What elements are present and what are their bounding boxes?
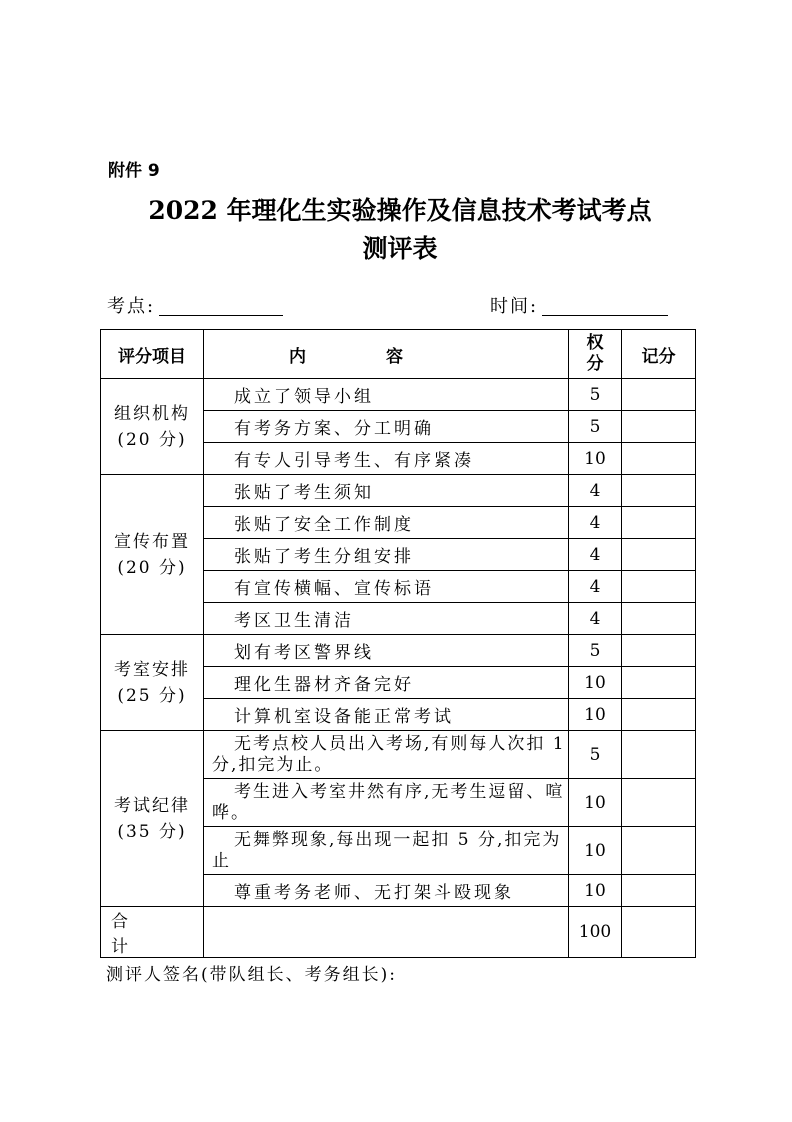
content-cell: 张贴了安全工作制度 <box>204 507 569 539</box>
score-cell[interactable] <box>622 411 696 443</box>
weight-cell: 4 <box>569 507 622 539</box>
content-cell: 尊重考务老师、无打架斗殴现象 <box>204 875 569 907</box>
score-cell[interactable] <box>622 699 696 731</box>
score-cell[interactable] <box>622 603 696 635</box>
category-points: (35 分) <box>117 821 187 842</box>
score-cell[interactable] <box>622 539 696 571</box>
weight-cell: 4 <box>569 603 622 635</box>
table-row <box>101 731 696 779</box>
time-blank-line[interactable] <box>542 295 668 316</box>
table-row <box>101 475 696 507</box>
score-cell[interactable] <box>622 379 696 411</box>
time-label: 时间: <box>490 296 539 317</box>
content-cell: 有专人引导考生、有序紧凑 <box>204 443 569 475</box>
header-content-text: 内容 <box>289 346 483 367</box>
page-title-line2: 测评表 <box>362 234 438 263</box>
page-title: 2022 年理化生实验操作及信息技术考试考点 <box>148 196 652 225</box>
content-cell: 考区卫生清洁 <box>204 603 569 635</box>
content-cell: 划有考区警界线 <box>204 635 569 667</box>
score-cell[interactable] <box>622 827 696 875</box>
header-weight <box>569 330 622 379</box>
score-cell[interactable] <box>622 875 696 907</box>
content-cell: 张贴了考生须知 <box>204 475 569 507</box>
category-cell <box>101 475 204 635</box>
category-cell <box>101 379 204 475</box>
weight-cell: 4 <box>569 539 622 571</box>
evaluation-table <box>100 329 696 958</box>
table-row <box>101 379 696 411</box>
weight-cell: 10 <box>569 443 622 475</box>
content-cell: 无舞弊现象,每出现一起扣 5 分,扣完为止 <box>204 827 569 875</box>
time-field <box>490 292 668 318</box>
category-cell <box>101 731 204 907</box>
score-cell[interactable] <box>622 475 696 507</box>
content-cell: 考生进入考室井然有序,无考生逗留、喧哗。 <box>204 779 569 827</box>
content-cell: 有宣传横幅、宣传标语 <box>204 571 569 603</box>
weight-cell: 4 <box>569 571 622 603</box>
category-name: 组织机构 <box>114 403 190 424</box>
weight-cell: 5 <box>569 635 622 667</box>
category-name: 考试纪律 <box>114 795 190 816</box>
score-cell[interactable] <box>622 731 696 779</box>
table-header-row <box>101 330 696 379</box>
category-name: 考室安排 <box>114 659 190 680</box>
content-cell: 有考务方案、分工明确 <box>204 411 569 443</box>
score-cell[interactable] <box>622 635 696 667</box>
score-cell[interactable] <box>622 779 696 827</box>
weight-cell: 10 <box>569 667 622 699</box>
category-points: (20 分) <box>117 429 187 450</box>
content-cell: 计算机室设备能正常考试 <box>204 699 569 731</box>
header-score: 记分 <box>622 330 696 379</box>
table-row <box>101 635 696 667</box>
content-cell: 张贴了考生分组安排 <box>204 539 569 571</box>
category-cell <box>101 635 204 731</box>
weight-cell: 10 <box>569 827 622 875</box>
attachment-label: 附件 9 <box>108 161 160 181</box>
content-cell: 成立了领导小组 <box>204 379 569 411</box>
weight-cell: 10 <box>569 699 622 731</box>
total-label: 合计 <box>101 907 204 958</box>
header-content <box>204 330 569 379</box>
weight-cell: 4 <box>569 475 622 507</box>
score-cell[interactable] <box>622 443 696 475</box>
site-field <box>107 292 283 318</box>
content-cell: 理化生器材齐备完好 <box>204 667 569 699</box>
weight-cell: 10 <box>569 779 622 827</box>
weight-cell: 5 <box>569 411 622 443</box>
signature-label: 测评人签名(带队组长、考务组长): <box>106 965 397 985</box>
total-row <box>101 907 696 958</box>
total-content-cell <box>204 907 569 958</box>
category-points: (25 分) <box>117 685 187 706</box>
category-name: 宣传布置 <box>114 531 190 552</box>
content-cell: 无考点校人员出入考场,有则每人次扣 1 分,扣完为止。 <box>204 731 569 779</box>
score-cell[interactable] <box>622 571 696 603</box>
weight-cell: 5 <box>569 731 622 779</box>
score-cell[interactable] <box>622 667 696 699</box>
score-cell[interactable] <box>622 507 696 539</box>
category-points: (20 分) <box>117 557 187 578</box>
site-label: 考点: <box>107 296 156 317</box>
total-score-cell[interactable] <box>622 907 696 958</box>
weight-cell: 5 <box>569 379 622 411</box>
weight-cell: 10 <box>569 875 622 907</box>
total-weight: 100 <box>569 907 622 958</box>
header-weight-text: 权分 <box>586 333 604 374</box>
site-blank-line[interactable] <box>159 295 283 316</box>
header-category: 评分项目 <box>101 330 204 379</box>
